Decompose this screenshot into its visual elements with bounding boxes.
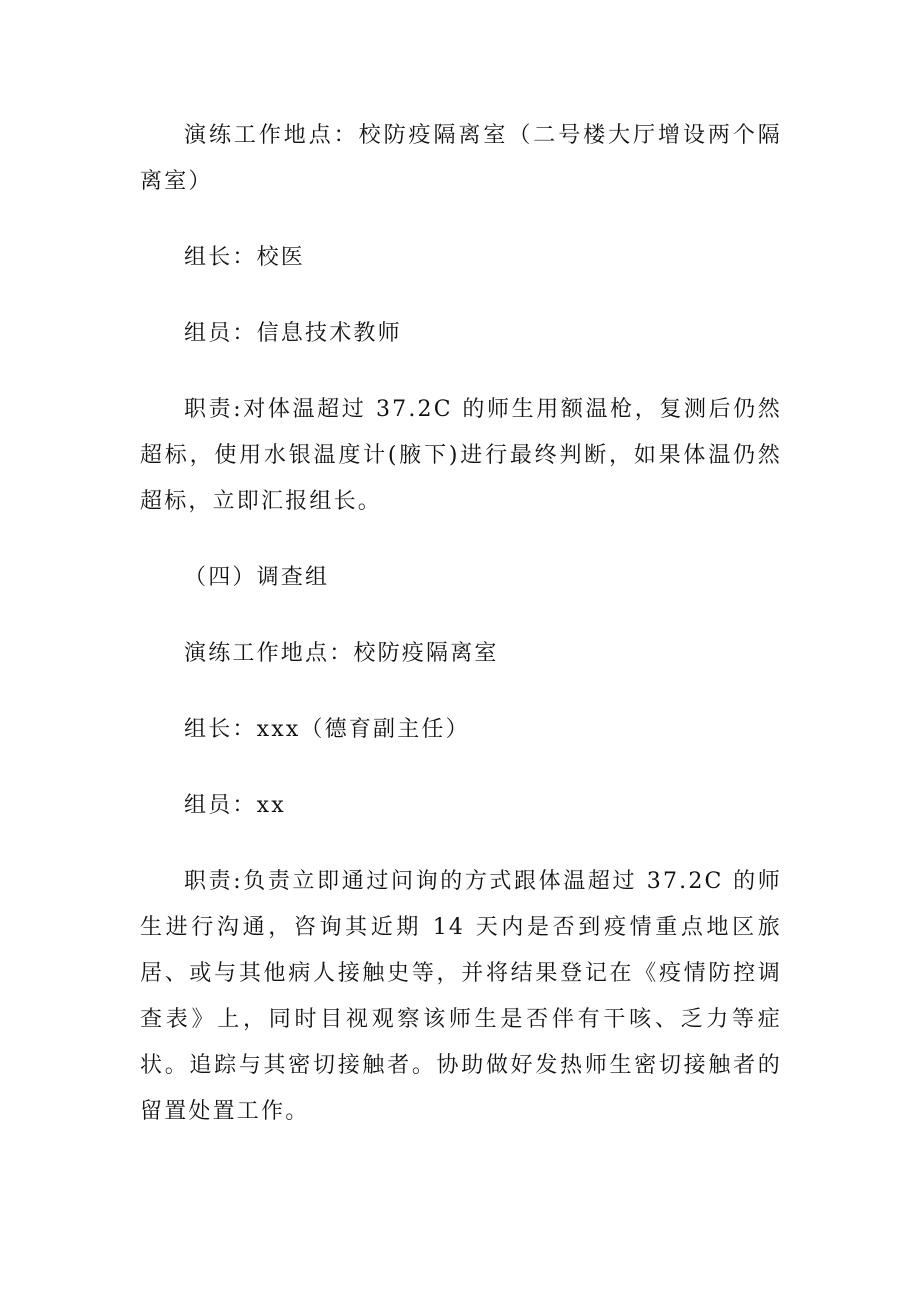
paragraph-duties-investigation: 职责:负责立即通过问询的方式跟体温超过 37.2C 的师生进行沟通，咨询其近期 14 天内是否到疫情重点地区旅居、或与其他病人接触史等，并将结果登记在《疫情防控调查表》上，同时目视观察该师生是否伴有干咳、乏力等症状。追踪与其密切接触者。协助做好发热师生密切接触者的留置处置工作。 xyxy=(140,869,782,1124)
paragraph-team-leader-deputy: 组长：xxx（德育副主任） xyxy=(184,717,470,742)
paragraph-drill-location-investigation: 演练工作地点：校防疫隔离室 xyxy=(184,641,499,666)
paragraph-duties-temperature: 职责:对体温超过 37.2C 的师生用额温枪，复测后仍然超标，使用水银温度计(腋下)进行最终判断，如果体温仍然超标，立即汇报组长。 xyxy=(140,397,782,514)
document-body xyxy=(140,113,782,1135)
paragraph-team-members-it: 组员：信息技术教师 xyxy=(184,321,402,346)
section-heading-investigation-group: （四）调查组 xyxy=(184,565,330,590)
paragraph-team-leader-doctor: 组长：校医 xyxy=(184,245,306,270)
paragraph-drill-location-isolation: 演练工作地点：校防疫隔离室（二号楼大厅增设两个隔离室） xyxy=(140,123,782,194)
paragraph-team-members-xx: 组员：xx xyxy=(184,793,286,818)
